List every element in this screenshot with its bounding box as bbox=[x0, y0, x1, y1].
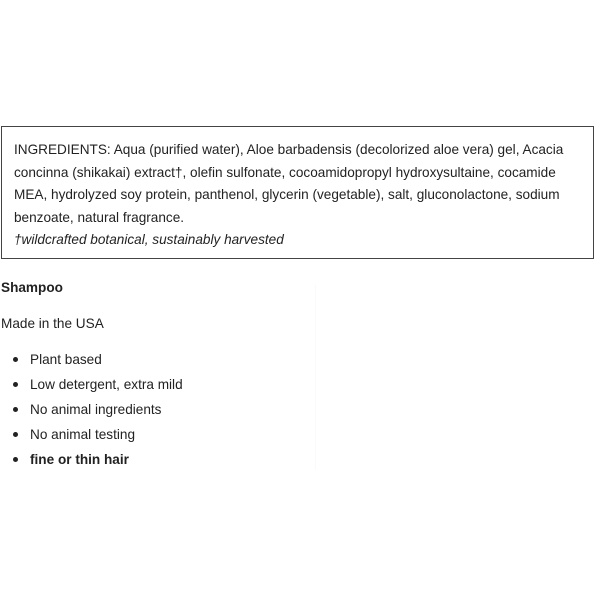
list-item bbox=[0, 347, 183, 372]
list-item bbox=[0, 397, 183, 422]
product-name: Shampoo bbox=[1, 280, 63, 295]
ingredients-text: INGREDIENTS: Aqua (purified water), Aloe barbadensis (decolorized aloe vera) gel, Acacia concinna (shikakai) extract†, olefin sulfonate, cocoamidopropyl hydroxysultaine, cocamide MEA, hydrolyzed soy protein, panthenol, glycerin (vegetable), salt, gluconolactone, sodium benzoate, natural fragrance. bbox=[14, 142, 564, 225]
list-item bbox=[0, 447, 183, 472]
bullet-icon bbox=[13, 407, 18, 412]
ingredients-note: †wildcrafted botanical, sustainably harvested bbox=[14, 232, 284, 247]
bullet-icon bbox=[13, 432, 18, 437]
origin-text: Made in the USA bbox=[1, 316, 104, 331]
feature-label: No animal testing bbox=[30, 427, 136, 442]
features-list bbox=[0, 347, 183, 472]
bullet-icon bbox=[13, 457, 18, 462]
ingredients-box bbox=[1, 126, 594, 259]
list-item bbox=[0, 372, 183, 397]
bullet-icon bbox=[13, 357, 18, 362]
feature-label: Plant based bbox=[30, 352, 102, 367]
feature-label: Low detergent, extra mild bbox=[30, 377, 183, 392]
feature-label: fine or thin hair bbox=[30, 452, 129, 467]
bullet-icon bbox=[13, 382, 18, 387]
feature-label: No animal ingredients bbox=[30, 402, 162, 417]
list-item bbox=[0, 422, 183, 447]
divider bbox=[315, 285, 316, 470]
